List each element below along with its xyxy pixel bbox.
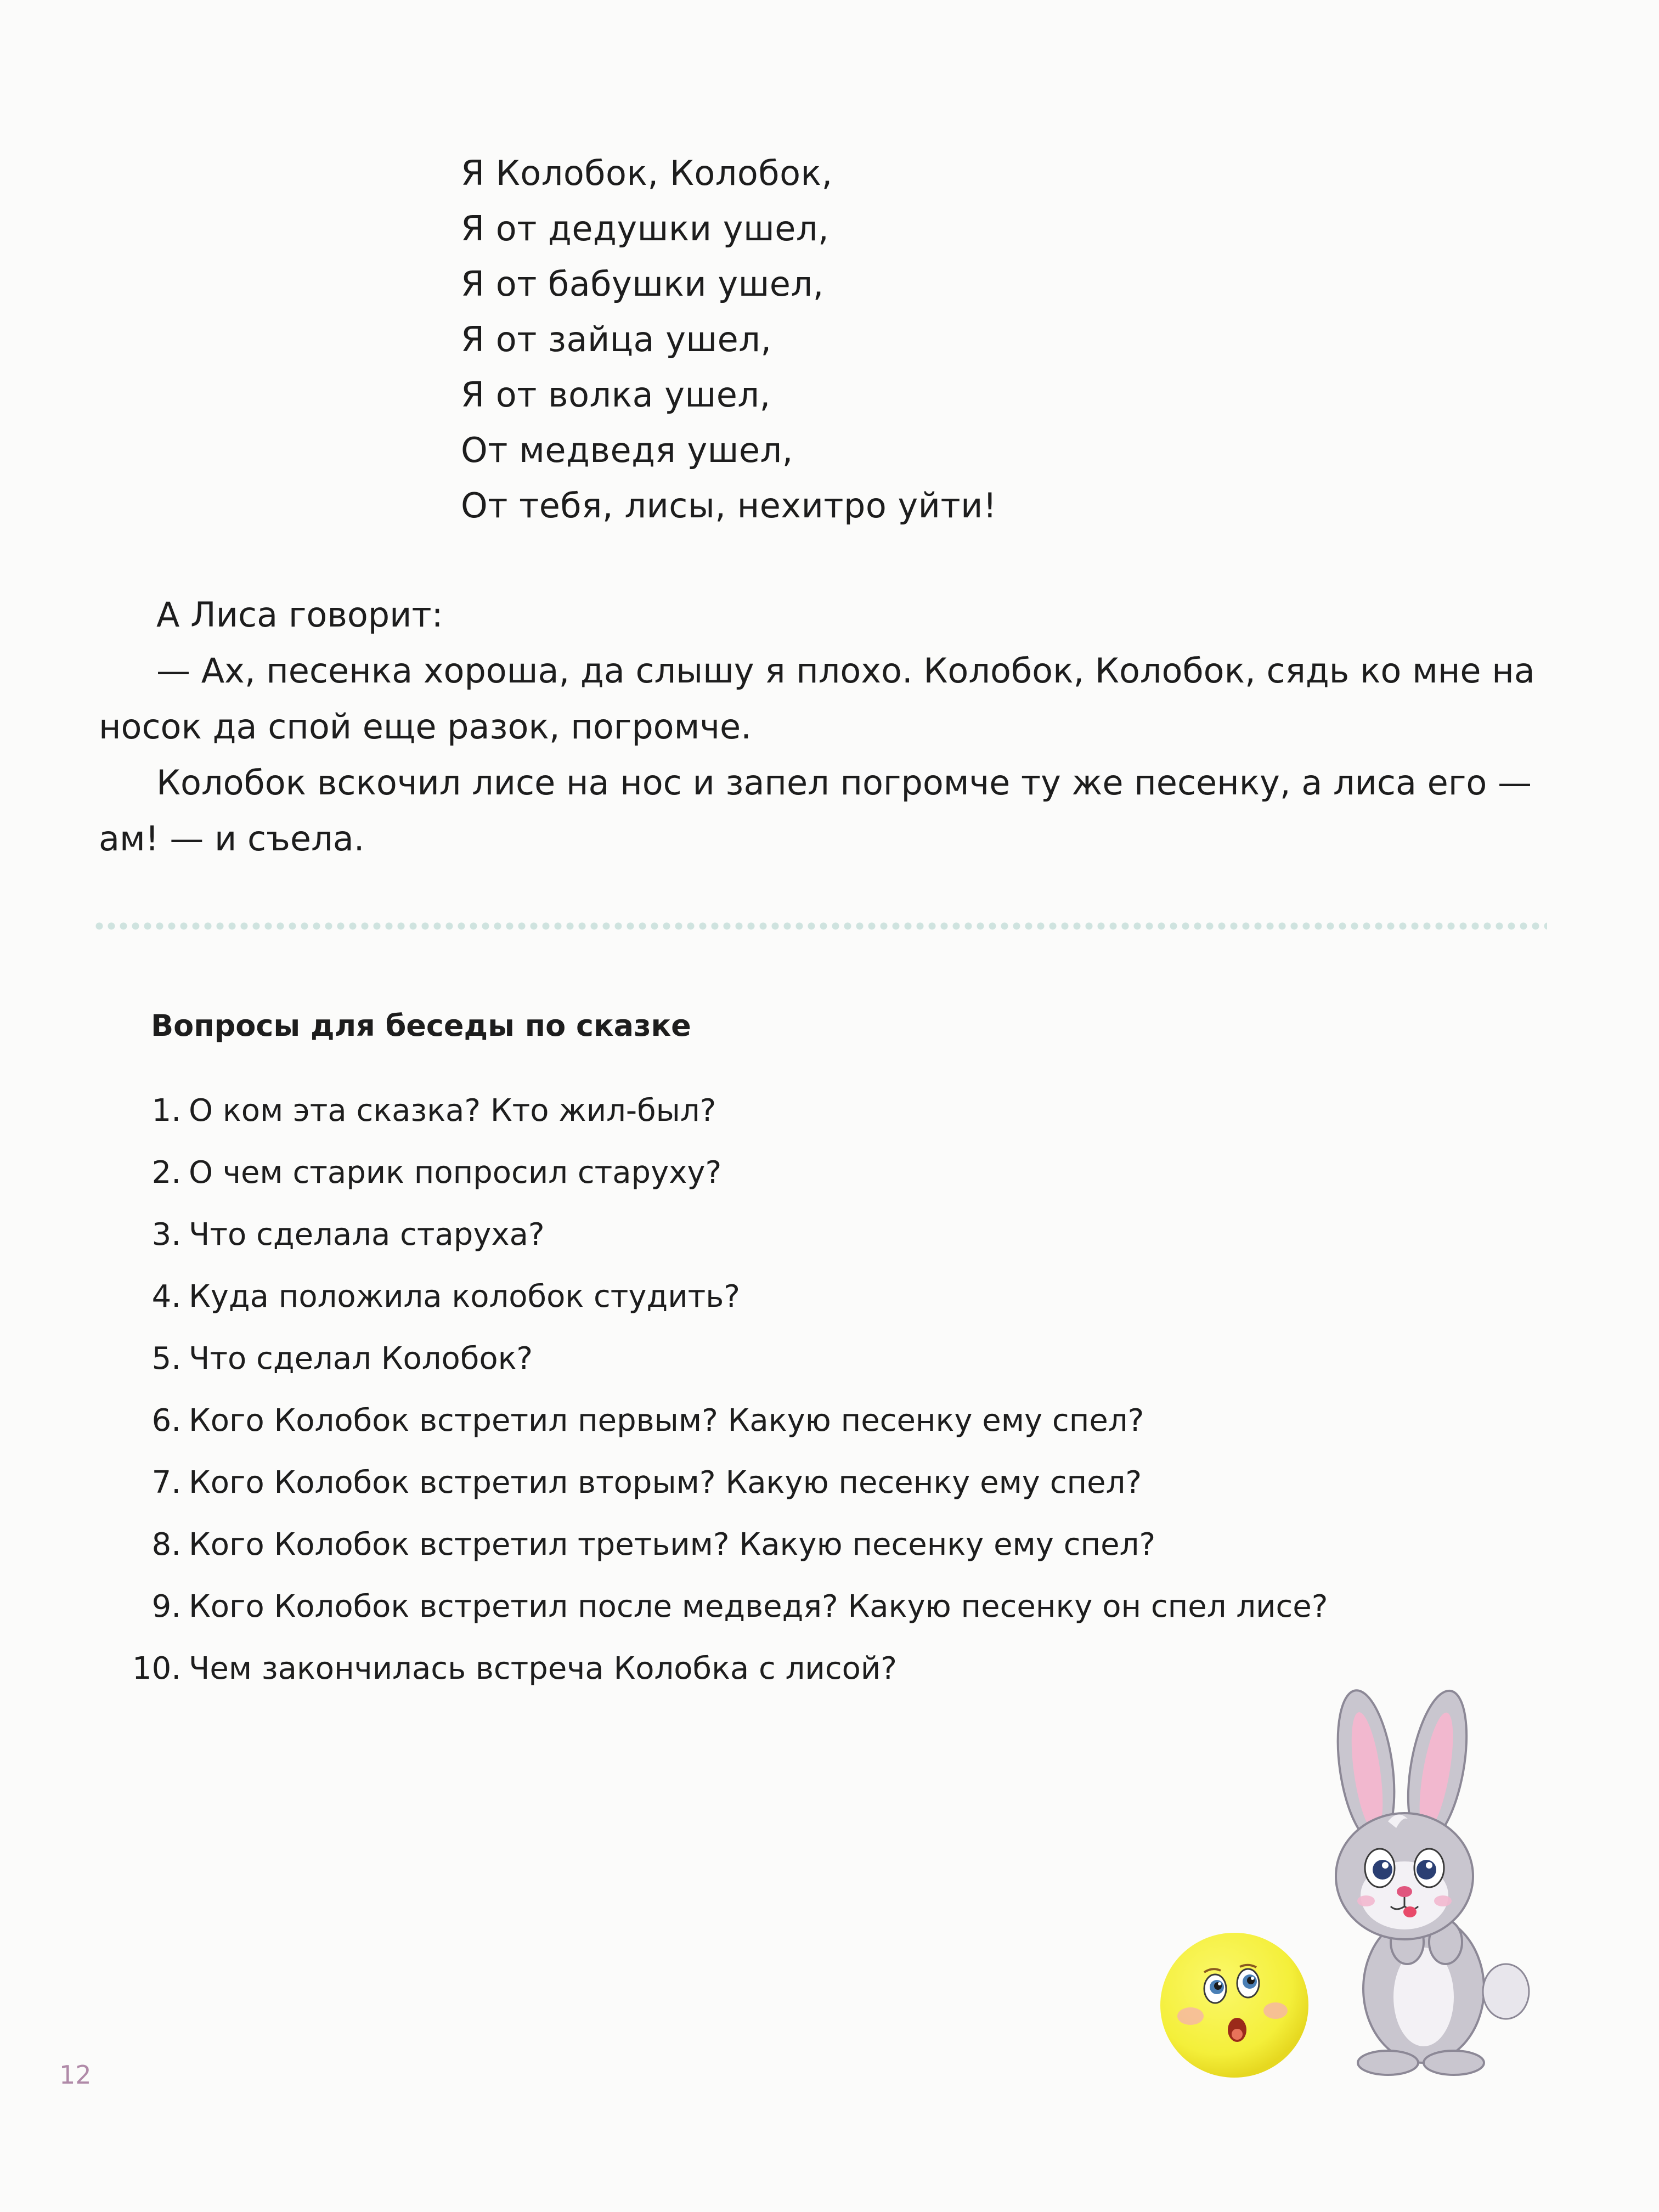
question-number: 6.	[151, 1403, 181, 1438]
story-paragraph: А Лиса говорит:	[156, 595, 443, 635]
poem-line: Я от зайца ушел,	[461, 319, 772, 359]
dotted-divider	[93, 922, 1547, 930]
bunny-illustration	[1322, 1684, 1542, 2079]
poem-line: От медведя ушел,	[461, 430, 793, 470]
question-item	[132, 1204, 1328, 1266]
poem-line: Я от волка ушел,	[461, 375, 771, 415]
question-text: Кого Колобок встретил первым? Какую песенку ему спел?	[189, 1403, 1144, 1438]
question-text: Что сделал Колобок?	[189, 1341, 533, 1376]
kolobok-illustration	[1152, 1920, 1317, 2085]
question-text: Кого Колобок встретил вторым? Какую песенку ему спел?	[189, 1465, 1142, 1500]
question-number: 7.	[151, 1465, 181, 1500]
poem-line: Я от дедушки ушел,	[461, 208, 830, 249]
question-number: 3.	[151, 1217, 181, 1252]
question-number: 4.	[151, 1279, 181, 1314]
question-number: 10.	[132, 1651, 181, 1686]
question-item	[132, 1266, 1328, 1328]
question-number: 5.	[151, 1341, 181, 1376]
question-item	[132, 1142, 1328, 1204]
question-number: 8.	[151, 1527, 181, 1562]
question-number: 2.	[151, 1155, 181, 1190]
question-text: Куда положила колобок студить?	[189, 1279, 740, 1314]
questions-title: Вопросы для беседы по сказке	[151, 1008, 691, 1043]
question-item	[132, 1328, 1328, 1390]
story-paragraph: — Ах, песенка хороша, да слышу я плохо. Колобок, Колобок, сядь ко мне на носок да спой еще разок, погромче.	[99, 651, 1535, 747]
poem-line: Я от бабушки ушел,	[461, 264, 824, 304]
question-item	[132, 1080, 1328, 1142]
question-text: Чем закончилась встреча Колобка с лисой?	[189, 1651, 897, 1686]
question-item	[132, 1452, 1328, 1514]
question-text: Кого Колобок встретил после медведя? Какую песенку он спел лисе?	[189, 1589, 1328, 1624]
question-text: О ком эта сказка? Кто жил-был?	[189, 1093, 716, 1128]
poem-line: От тебя, лисы, нехитро уйти!	[461, 486, 997, 526]
question-text: Что сделала старуха?	[189, 1217, 545, 1252]
poem-line: Я Колобок, Колобок,	[461, 153, 833, 193]
question-text: О чем старик попросил старуху?	[189, 1155, 722, 1190]
story-text	[99, 587, 1547, 867]
question-item	[132, 1576, 1328, 1638]
question-item	[132, 1638, 1328, 1700]
question-text: Кого Колобок встретил третьим? Какую песенку ему спел?	[189, 1527, 1156, 1562]
questions-list	[132, 1080, 1328, 1700]
story-paragraph: Колобок вскочил лисе на нос и запел погромче ту же песенку, а лиса его — ам! — и съела.	[99, 763, 1532, 859]
question-item	[132, 1514, 1328, 1576]
question-number: 9.	[151, 1589, 181, 1624]
question-item	[132, 1390, 1328, 1452]
question-number: 1.	[151, 1093, 181, 1128]
page-number: 12	[59, 2060, 92, 2090]
poem	[461, 145, 997, 533]
